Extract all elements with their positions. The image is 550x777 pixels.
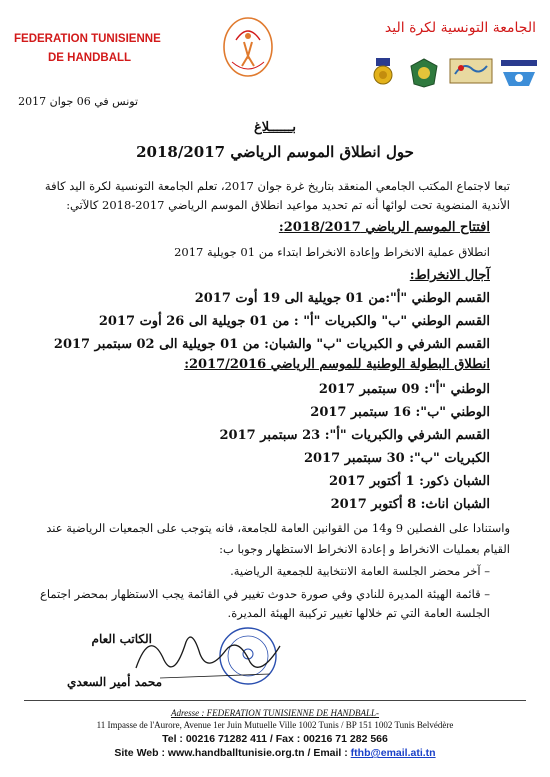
championship-line-youth-female: الشبان اناث: 8 أكتوبر 2017 bbox=[330, 497, 490, 512]
championship-line-national-b: الوطني "ب": 16 سبتمبر 2017 bbox=[310, 405, 490, 420]
signature-name: محمد أمير السعدي bbox=[67, 675, 162, 689]
section-registration-heading: آجال الانخراط: bbox=[409, 268, 490, 283]
law-line-2: القيام بعمليات الانخراط و إعادة الانخراط الاستظهار وجوبا ب: bbox=[219, 542, 510, 556]
signature-title: الكاتب العام bbox=[91, 632, 152, 646]
intro-line-2: الأندية المنضوية تحت لوائها أنه تم تحديد مواعيد انطلاق الموسم الرياضي 2017-2018 كالآتي: bbox=[66, 198, 510, 212]
section-championship-heading: انطلاق البطولة الوطنية للموسم الرياضي 2017/2016: bbox=[184, 357, 490, 372]
letter-date: تونس في 06 جوان 2017 bbox=[18, 95, 138, 108]
footer-web-email bbox=[0, 747, 550, 759]
footer-phone-fax: Tel : 00216 71282 411 / Fax : 00216 71 282 566 bbox=[162, 733, 388, 745]
footer-email-link[interactable]: fthb@email.ati.tn bbox=[350, 747, 436, 759]
requirement-bullet-1: – آخر محضر الجلسة العامة الانتخابية للجمعية الرياضية. bbox=[230, 564, 490, 578]
announcement-title: حول انطلاق الموسم الرياضي 2018/2017 bbox=[136, 143, 414, 161]
olympic-committee-logo bbox=[409, 58, 439, 88]
requirement-bullet-2-cont: الجلسة العامة التي تم خلالها تغيير تركيبة الهيئة المديرة. bbox=[227, 606, 490, 620]
federation-logo bbox=[222, 16, 274, 80]
signature-and-stamp bbox=[130, 620, 290, 692]
federation-name-fr-line1: FEDERATION TUNISIENNE bbox=[14, 33, 161, 45]
footer-website: Site Web : www.handballtunisie.org.tn / Email : bbox=[114, 747, 351, 759]
championship-line-seniors-b: الكبريات "ب": 30 سبتمبر 2017 bbox=[304, 451, 490, 466]
intro-line-1: تبعا لاجتماع المكتب الجامعي المنعقد بتاريخ غرة جوان 2017، تعلم الجامعة التونسية لكرة اليد كافة bbox=[44, 179, 510, 193]
championship-line-youth-male: الشبان ذكور: 1 أكتوبر 2017 bbox=[329, 474, 490, 489]
announcement-label: بــــــلاغ bbox=[254, 120, 296, 135]
footer-address-line1: Adresse : FEDERATION TUNISIENNE DE HANDBALL- bbox=[170, 708, 380, 718]
championship-line-national-a: الوطني "أ": 09 سبتمبر 2017 bbox=[318, 382, 490, 397]
registration-line-national-a: القسم الوطني "أ":من 01 جويلية الى 19 أوت 2017 bbox=[194, 291, 490, 306]
registration-line-honor: القسم الشرفي و الكبريات "ب" والشبان: من 01 جويلية الى 02 سبتمبر 2017 bbox=[53, 337, 490, 352]
registration-line-national-b: القسم الوطني "ب" والكبريات "أ" : من 01 جويلية الى 26 أوت 2017 bbox=[98, 314, 490, 329]
handball-confederation-logo bbox=[499, 58, 539, 88]
section-season-opening-heading: افتتاح الموسم الرياضي 2018/2017: bbox=[278, 220, 490, 235]
championship-line-honor: القسم الشرفي والكبريات "أ": 23 سبتمبر 2017 bbox=[219, 428, 490, 443]
arab-handball-logo bbox=[449, 54, 493, 88]
section-season-opening-text: انطلاق عملية الانخراط وإعادة الانخراط ابتداء من 01 جويلية 2017 bbox=[174, 245, 490, 259]
federation-name-fr-line2: DE HANDBALL bbox=[48, 52, 132, 64]
footer-address-heading bbox=[0, 708, 550, 718]
medal-logo bbox=[372, 58, 394, 86]
law-line-1: واستنادا على الفصلين 9 و14 من القوانين العامة للجامعة، فانه يتوجب على الجمعيات الرياضية عند bbox=[46, 521, 510, 535]
requirement-bullet-2: – قائمة الهيئة المديرة للنادي وفي صورة حدوث تغيير في القائمة يجب الاستظهار بمحضر اجتماع bbox=[40, 587, 490, 601]
federation-name-ar: الجامعة التونسية لكرة اليد bbox=[384, 20, 536, 36]
footer-divider bbox=[24, 700, 526, 701]
footer-address-line2: 11 Impasse de l'Aurore, Avenue 1er Juin Mutuelle Ville 1002 Tunis / BP 151 1002 Tunis Belvédère bbox=[96, 720, 454, 730]
